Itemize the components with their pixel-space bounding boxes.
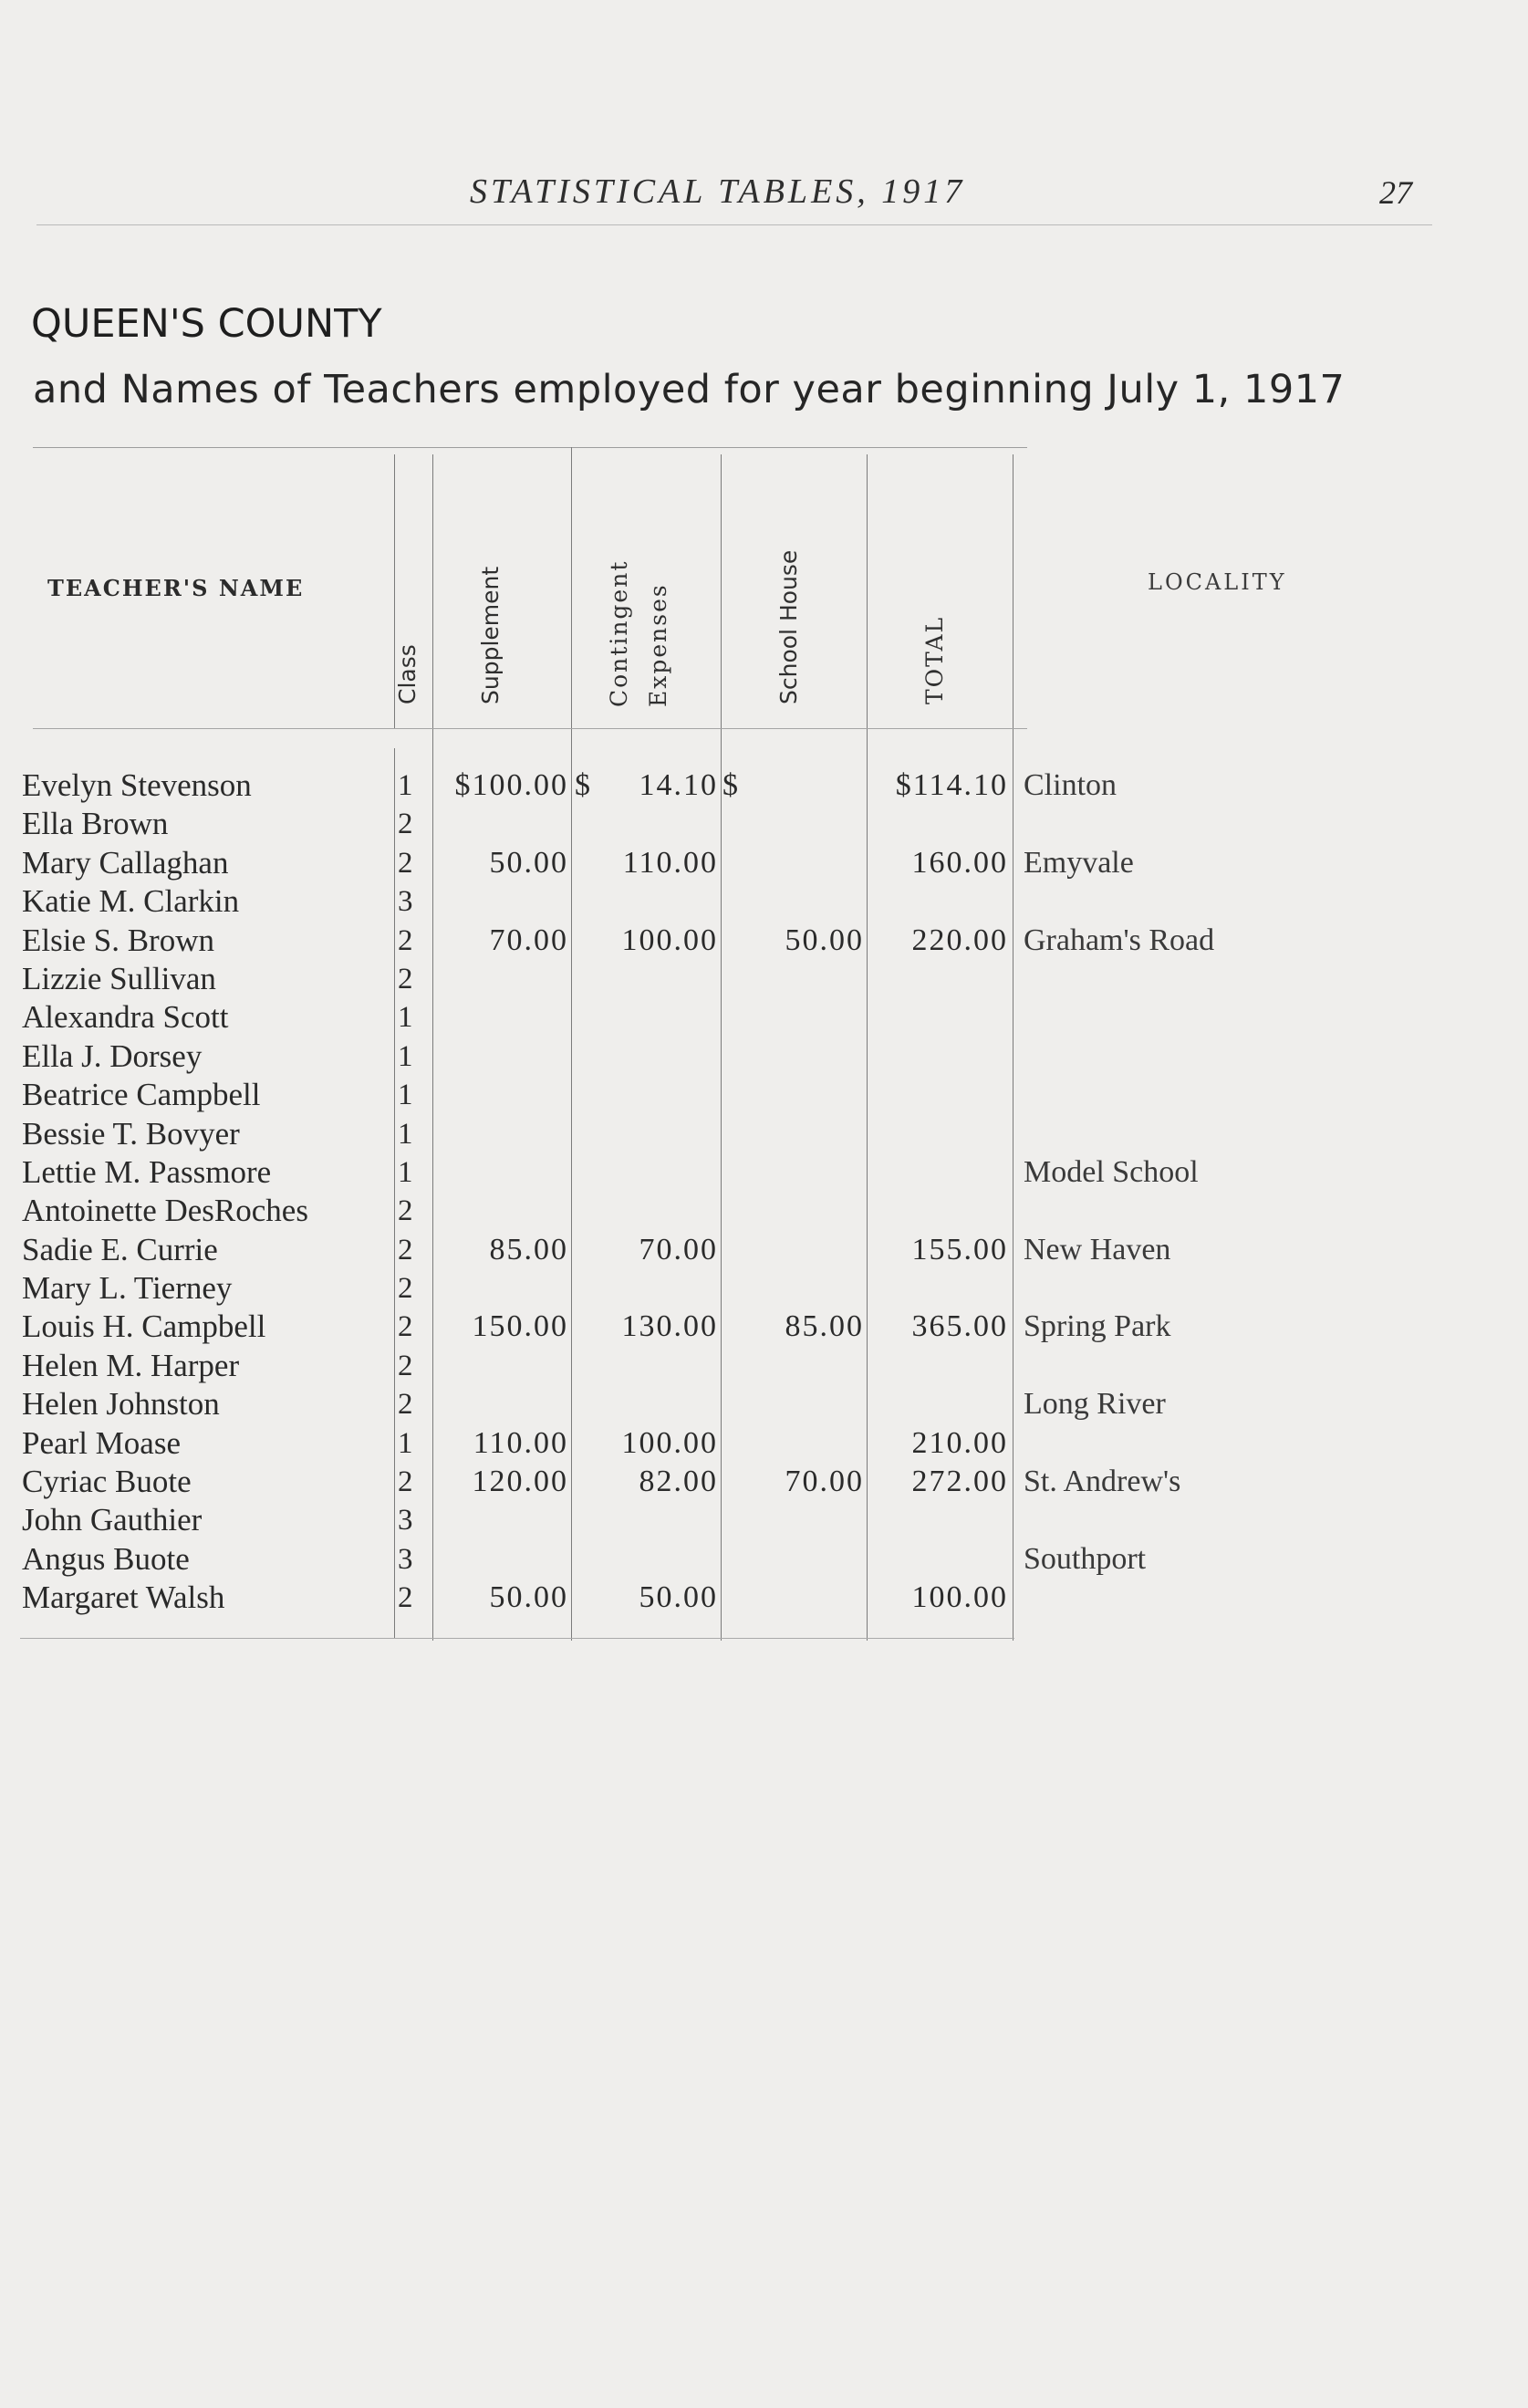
table-row: [0, 1308, 1528, 1346]
class-cell: 2: [398, 1465, 413, 1499]
supplement-cell: 50.00: [489, 1580, 568, 1615]
total-cell: $114.10: [895, 768, 1008, 802]
contingent-cell: 100.00: [621, 923, 718, 957]
locality-cell: Long River: [1024, 1387, 1166, 1422]
table-row: [0, 1385, 1528, 1423]
table-row: [0, 1463, 1528, 1501]
school-house-cell: 50.00: [785, 923, 864, 957]
page-number: 27: [1379, 174, 1412, 211]
class-cell: 2: [398, 962, 413, 996]
table-row: [0, 1192, 1528, 1230]
header-total: TOTAL: [921, 615, 948, 704]
class-cell: 2: [398, 1233, 413, 1267]
teacher-name: Antoinette DesRoches: [22, 1193, 308, 1229]
table-subtitle: and Names of Teachers employed for year beginning July 1, 1917: [33, 367, 1346, 412]
supplement-cell: $100.00: [454, 768, 568, 802]
contingent-cell: 110.00: [622, 845, 718, 880]
table-row: [0, 1540, 1528, 1579]
table-bottom-rule: [20, 1638, 1014, 1639]
table-row: [0, 1269, 1528, 1308]
header-bottom-rule: [33, 728, 1027, 729]
teacher-name: Angus Buote: [22, 1540, 190, 1577]
table-row: [0, 766, 1528, 805]
locality-cell: New Haven: [1024, 1232, 1171, 1267]
class-cell: 2: [398, 1581, 413, 1615]
locality-cell: Graham's Road: [1024, 923, 1215, 957]
locality-cell: Clinton: [1024, 768, 1117, 802]
table-top-rule: [33, 447, 1027, 448]
total-cell: 155.00: [911, 1232, 1008, 1267]
class-cell: 2: [398, 1349, 413, 1382]
class-cell: 1: [398, 1155, 413, 1189]
teacher-name: Katie M. Clarkin: [22, 883, 240, 920]
table-row: [0, 1153, 1528, 1192]
class-cell: 1: [398, 1039, 413, 1073]
teacher-name: Sadie E. Currie: [22, 1231, 218, 1267]
teacher-name: John Gauthier: [22, 1502, 203, 1538]
header-teacher-name: TEACHER'S NAME: [47, 575, 305, 601]
class-cell: 2: [398, 808, 413, 841]
supplement-cell: 150.00: [472, 1309, 568, 1344]
table-row: [0, 1231, 1528, 1269]
contingent-cell: 70.00: [639, 1232, 718, 1267]
class-cell: 2: [398, 1272, 413, 1306]
total-cell: 272.00: [911, 1465, 1008, 1499]
teacher-name: Ella Brown: [22, 806, 169, 842]
supplement-cell: 120.00: [472, 1465, 568, 1499]
teacher-name: Lizzie Sullivan: [22, 960, 216, 996]
locality-cell: Model School: [1024, 1154, 1199, 1189]
table-row: [0, 1076, 1528, 1114]
class-cell: 1: [398, 769, 413, 802]
class-cell: 1: [398, 1117, 413, 1151]
running-title: STATISTICAL TABLES, 1917: [470, 172, 966, 211]
class-cell: 3: [398, 1504, 413, 1538]
teacher-name: Mary L. Tierney: [22, 1270, 233, 1307]
teacher-name: Margaret Walsh: [22, 1579, 225, 1616]
table-row: [0, 1579, 1528, 1617]
header-supplement: Supplement: [477, 566, 504, 704]
table-row: [0, 805, 1528, 843]
header-class: Class: [394, 644, 421, 704]
teacher-name: Helen M. Harper: [22, 1347, 240, 1383]
table-row: [0, 998, 1528, 1037]
school-house-cell: 70.00: [785, 1465, 864, 1499]
school-house-cell: 85.00: [785, 1309, 864, 1344]
total-cell: 365.00: [911, 1309, 1008, 1344]
teacher-name: Pearl Moase: [22, 1424, 181, 1461]
class-cell: 1: [398, 1001, 413, 1035]
running-head: [0, 172, 1528, 226]
contingent-cell: 50.00: [639, 1580, 718, 1615]
header-expenses: Expenses: [645, 583, 671, 707]
teacher-name: Alexandra Scott: [22, 999, 229, 1036]
table-row: [0, 1501, 1528, 1539]
contingent-cell: 82.00: [639, 1465, 718, 1499]
supplement-cell: 70.00: [489, 923, 568, 957]
teacher-name: Elsie S. Brown: [22, 922, 214, 958]
teacher-name: Ella J. Dorsey: [22, 1037, 203, 1074]
header-rule: [36, 224, 1432, 225]
table-row: [0, 882, 1528, 921]
class-cell: 1: [398, 1079, 413, 1112]
class-cell: 2: [398, 1310, 413, 1344]
table-row: [0, 1347, 1528, 1385]
locality-cell: Spring Park: [1024, 1309, 1171, 1344]
teacher-name: Evelyn Stevenson: [22, 767, 252, 803]
class-cell: 1: [398, 1426, 413, 1460]
class-cell: 2: [398, 846, 413, 880]
contingent-cell: 130.00: [621, 1309, 718, 1344]
teacher-name: Mary Callaghan: [22, 844, 229, 881]
teacher-name: Louis H. Campbell: [22, 1308, 266, 1345]
school-house-dollar-sign: $: [722, 768, 738, 802]
class-cell: 2: [398, 1194, 413, 1228]
table-row: [0, 922, 1528, 960]
table-row: [0, 1115, 1528, 1153]
total-cell: 100.00: [911, 1580, 1008, 1615]
header-locality: LOCALITY: [1148, 569, 1287, 595]
teacher-name: Bessie T. Bovyer: [22, 1115, 240, 1152]
teacher-name: Cyriac Buote: [22, 1464, 192, 1500]
total-cell: 220.00: [911, 923, 1008, 957]
table-row: [0, 844, 1528, 882]
teacher-name: Lettie M. Passmore: [22, 1153, 272, 1190]
class-cell: 3: [398, 1542, 413, 1576]
header-contingent: Contingent: [606, 559, 632, 707]
locality-cell: St. Andrew's: [1024, 1465, 1181, 1499]
county-title: QUEEN'S COUNTY: [31, 301, 382, 347]
supplement-cell: 50.00: [489, 845, 568, 880]
contingent-cell: 100.00: [621, 1425, 718, 1460]
table-row: [0, 960, 1528, 998]
class-cell: 2: [398, 923, 413, 957]
supplement-cell: 85.00: [489, 1232, 568, 1267]
table-row: [0, 1037, 1528, 1076]
teacher-table-body: [0, 766, 1528, 1618]
header-school-house: School House: [775, 549, 802, 704]
class-cell: 3: [398, 885, 413, 919]
contingent-dollar-sign: $: [575, 768, 590, 802]
locality-cell: Southport: [1024, 1541, 1147, 1576]
table-row: [0, 1424, 1528, 1463]
supplement-cell: 110.00: [473, 1425, 568, 1460]
class-cell: 2: [398, 1388, 413, 1422]
total-cell: 210.00: [911, 1425, 1008, 1460]
contingent-cell: 14.10: [639, 768, 718, 802]
teacher-name: Helen Johnston: [22, 1386, 220, 1423]
teacher-name: Beatrice Campbell: [22, 1077, 261, 1113]
total-cell: 160.00: [911, 845, 1008, 880]
locality-cell: Emyvale: [1024, 845, 1134, 880]
